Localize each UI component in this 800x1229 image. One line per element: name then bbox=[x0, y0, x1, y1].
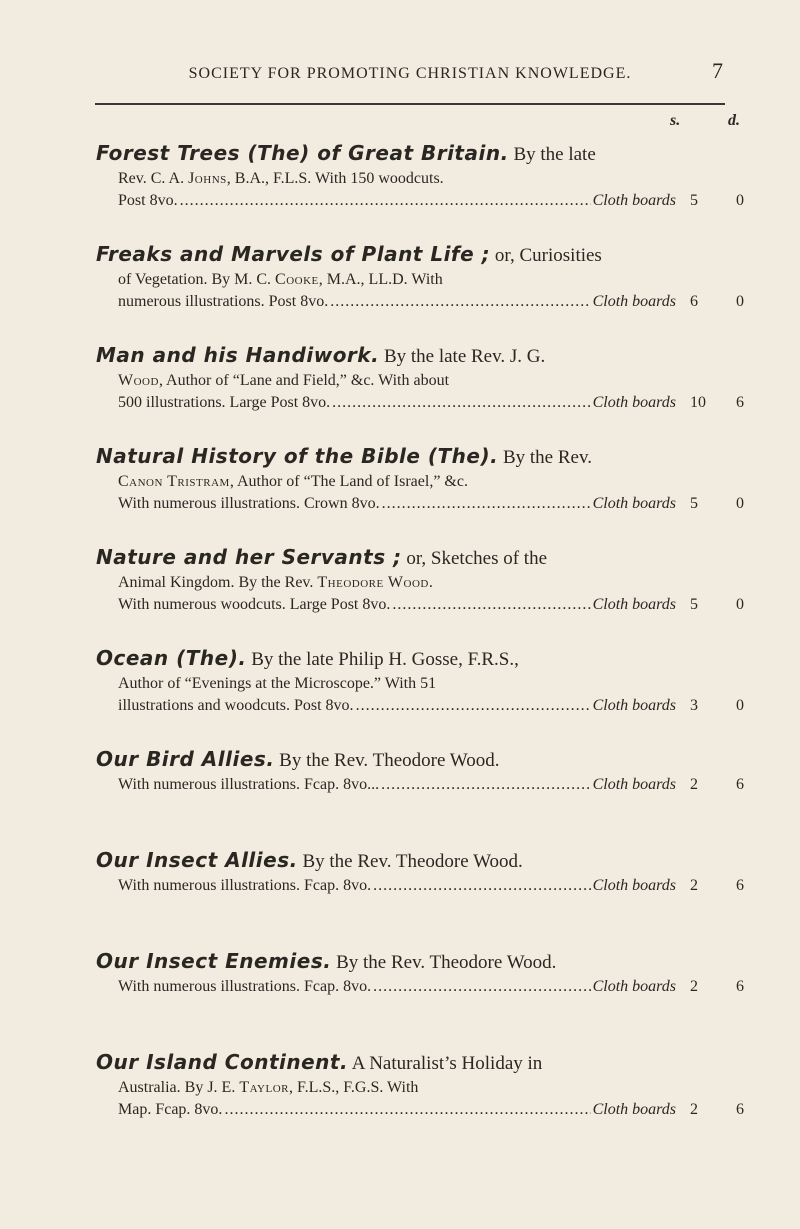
leader-dots bbox=[373, 875, 590, 897]
leader-dots bbox=[356, 695, 591, 717]
price-pence: 0 bbox=[736, 495, 744, 512]
text: . bbox=[428, 574, 433, 591]
price-shillings: 2 bbox=[690, 877, 698, 894]
entry-body bbox=[96, 774, 744, 796]
binding: Cloth boards bbox=[592, 192, 676, 209]
author-name: Wood bbox=[118, 372, 159, 389]
entry-body bbox=[96, 1077, 744, 1121]
entry-heading-line bbox=[96, 138, 744, 168]
text: , Author of “The Land of Israel,” &c. bbox=[229, 473, 468, 490]
entry-body bbox=[96, 471, 744, 515]
book-title: Natural History of the Bible (The). bbox=[96, 444, 499, 468]
entry-price-line bbox=[118, 594, 744, 616]
entry-heading-line bbox=[96, 340, 744, 370]
text: Author of “Evenings at the Microscope.” With 51 bbox=[118, 675, 437, 692]
price-column-heading bbox=[670, 112, 740, 130]
book-title: Nature and her Servants ; bbox=[96, 545, 402, 569]
entry-price-line bbox=[118, 493, 744, 515]
format-text: With numerous illustrations. Fcap. 8vo. bbox=[118, 978, 372, 995]
price bbox=[676, 190, 744, 212]
author-name: Johns bbox=[188, 170, 227, 187]
pence-heading: d. bbox=[728, 112, 740, 129]
entry-body bbox=[96, 673, 744, 717]
entry-line bbox=[118, 673, 744, 695]
leader-dots bbox=[224, 1099, 590, 1121]
text: , B.A., F.L.S. With 150 woodcuts. bbox=[226, 170, 444, 187]
book-intro: A Naturalist’s Holiday in bbox=[351, 1053, 543, 1074]
book-intro: or, Curiosities bbox=[494, 245, 602, 266]
entry-body bbox=[96, 976, 744, 998]
price bbox=[676, 1099, 744, 1121]
leader-dots bbox=[382, 493, 591, 515]
book-intro: By the late Philip H. Gosse, F.R.S., bbox=[251, 649, 519, 670]
book-entry bbox=[96, 1047, 744, 1148]
book-entry bbox=[96, 542, 744, 643]
binding: Cloth boards bbox=[592, 1101, 676, 1118]
format-text: With numerous illustrations. Fcap. 8vo... bbox=[118, 776, 380, 793]
leader-dots bbox=[392, 594, 590, 616]
entry-price-line bbox=[118, 291, 744, 313]
format-text: With numerous illustrations. Fcap. 8vo. bbox=[118, 877, 372, 894]
price-shillings: 5 bbox=[690, 596, 698, 613]
price-pence: 6 bbox=[736, 1101, 744, 1118]
price bbox=[676, 976, 744, 998]
text: Rev. C. A. bbox=[118, 170, 189, 187]
book-title: Our Island Continent. bbox=[96, 1050, 349, 1074]
author-name: Taylor bbox=[239, 1079, 289, 1096]
entry-body bbox=[96, 875, 744, 897]
binding: Cloth boards bbox=[592, 697, 676, 714]
entry-body bbox=[96, 572, 744, 616]
entry-price-line bbox=[118, 1099, 744, 1121]
price-shillings: 5 bbox=[690, 192, 698, 209]
price-shillings: 2 bbox=[690, 776, 698, 793]
leader-dots bbox=[332, 392, 590, 414]
price-pence: 6 bbox=[736, 776, 744, 793]
entry-line bbox=[118, 572, 744, 594]
entry-heading-line bbox=[96, 845, 744, 875]
price-shillings: 6 bbox=[690, 293, 698, 310]
format-text: Map. Fcap. 8vo. bbox=[118, 1101, 223, 1118]
entry-body bbox=[96, 370, 744, 414]
binding: Cloth boards bbox=[592, 978, 676, 995]
price-pence: 6 bbox=[736, 394, 744, 411]
text: , Author of “Lane and Field,” &c. With about bbox=[158, 372, 450, 389]
entry-price-line bbox=[118, 875, 744, 897]
price bbox=[676, 875, 744, 897]
price-pence: 6 bbox=[736, 978, 744, 995]
binding: Cloth boards bbox=[592, 495, 676, 512]
price-shillings: 5 bbox=[690, 495, 698, 512]
book-entry bbox=[96, 340, 744, 441]
price-pence: 0 bbox=[736, 192, 744, 209]
book-intro: or, Sketches of the bbox=[406, 548, 548, 569]
book-title: Forest Trees (The) of Great Britain. bbox=[96, 141, 509, 165]
book-entry bbox=[96, 441, 744, 542]
leader-dots bbox=[381, 774, 590, 796]
format-text: illustrations and woodcuts. Post 8vo. bbox=[118, 697, 354, 714]
book-intro: By the late Rev. J. G. bbox=[383, 346, 546, 367]
text: of Vegetation. By M. C. bbox=[118, 271, 276, 288]
book-entry bbox=[96, 138, 744, 239]
binding: Cloth boards bbox=[592, 776, 676, 793]
leader-dots bbox=[373, 976, 590, 998]
book-title: Our Bird Allies. bbox=[96, 747, 275, 771]
price-pence: 0 bbox=[736, 596, 744, 613]
entry-line bbox=[118, 370, 744, 392]
entry-price-line bbox=[118, 976, 744, 998]
book-intro: By the Rev. Theodore Wood. bbox=[279, 750, 500, 771]
entry-line bbox=[118, 269, 744, 291]
price bbox=[676, 774, 744, 796]
author-name: Canon Tristram bbox=[118, 473, 230, 490]
binding: Cloth boards bbox=[592, 293, 676, 310]
header-rule bbox=[95, 103, 725, 105]
entry-heading-line bbox=[96, 441, 744, 471]
book-entry bbox=[96, 845, 744, 946]
book-title: Ocean (The). bbox=[96, 646, 247, 670]
author-name: Theodore Wood bbox=[317, 574, 429, 591]
author-name: Cooke bbox=[275, 271, 319, 288]
binding: Cloth boards bbox=[592, 394, 676, 411]
price bbox=[676, 291, 744, 313]
price-shillings: 2 bbox=[690, 978, 698, 995]
text: , M.A., LL.D. With bbox=[318, 271, 443, 288]
text: Animal Kingdom. By the Rev. bbox=[118, 574, 318, 591]
entry-price-line bbox=[118, 190, 744, 212]
entry-line bbox=[118, 168, 744, 190]
shillings-heading: s. bbox=[670, 112, 681, 129]
price-pence: 0 bbox=[736, 697, 744, 714]
entry-heading-line bbox=[96, 239, 744, 269]
book-title: Our Insect Enemies. bbox=[96, 949, 332, 973]
book-entry bbox=[96, 239, 744, 340]
book-intro: By the Rev. Theodore Wood. bbox=[336, 952, 557, 973]
page-number: 7 bbox=[712, 58, 724, 83]
book-list bbox=[96, 138, 744, 1148]
format-text: With numerous illustrations. Crown 8vo. bbox=[118, 495, 380, 512]
book-intro: By the Rev. Theodore Wood. bbox=[302, 851, 523, 872]
price-pence: 0 bbox=[736, 293, 744, 310]
price-pence: 6 bbox=[736, 877, 744, 894]
entry-line bbox=[118, 1077, 744, 1099]
price bbox=[676, 392, 744, 414]
book-entry bbox=[96, 643, 744, 744]
entry-line bbox=[118, 471, 744, 493]
entry-body bbox=[96, 168, 744, 212]
price-shillings: 10 bbox=[690, 394, 706, 411]
entry-heading-line bbox=[96, 1047, 744, 1077]
price-shillings: 2 bbox=[690, 1101, 698, 1118]
entry-heading-line bbox=[96, 744, 744, 774]
book-intro: By the late bbox=[513, 144, 596, 165]
entry-price-line bbox=[118, 392, 744, 414]
book-title: Our Insect Allies. bbox=[96, 848, 298, 872]
header-title: SOCIETY FOR PROMOTING CHRISTIAN KNOWLEDGE. bbox=[188, 65, 632, 82]
entry-heading-line bbox=[96, 643, 744, 673]
format-text: With numerous woodcuts. Large Post 8vo. bbox=[118, 596, 391, 613]
book-title: Man and his Handiwork. bbox=[96, 343, 380, 367]
price bbox=[676, 594, 744, 616]
running-header bbox=[96, 58, 724, 84]
binding: Cloth boards bbox=[592, 877, 676, 894]
book-intro: By the Rev. bbox=[502, 447, 592, 468]
format-text: 500 illustrations. Large Post 8vo. bbox=[118, 394, 331, 411]
price bbox=[676, 695, 744, 717]
entry-price-line bbox=[118, 774, 744, 796]
entry-heading-line bbox=[96, 946, 744, 976]
format-text: numerous illustrations. Post 8vo. bbox=[118, 293, 329, 310]
book-title: Freaks and Marvels of Plant Life ; bbox=[96, 242, 491, 266]
format-text: Post 8vo. bbox=[118, 192, 178, 209]
text: , F.L.S., F.G.S. With bbox=[288, 1079, 419, 1096]
price-shillings: 3 bbox=[690, 697, 698, 714]
price bbox=[676, 493, 744, 515]
binding: Cloth boards bbox=[592, 596, 676, 613]
text: Australia. By J. E. bbox=[118, 1079, 240, 1096]
book-entry bbox=[96, 744, 744, 845]
entry-heading-line bbox=[96, 542, 744, 572]
entry-body bbox=[96, 269, 744, 313]
entry-price-line bbox=[118, 695, 744, 717]
leader-dots bbox=[330, 291, 590, 313]
leader-dots bbox=[180, 190, 591, 212]
book-entry bbox=[96, 946, 744, 1047]
